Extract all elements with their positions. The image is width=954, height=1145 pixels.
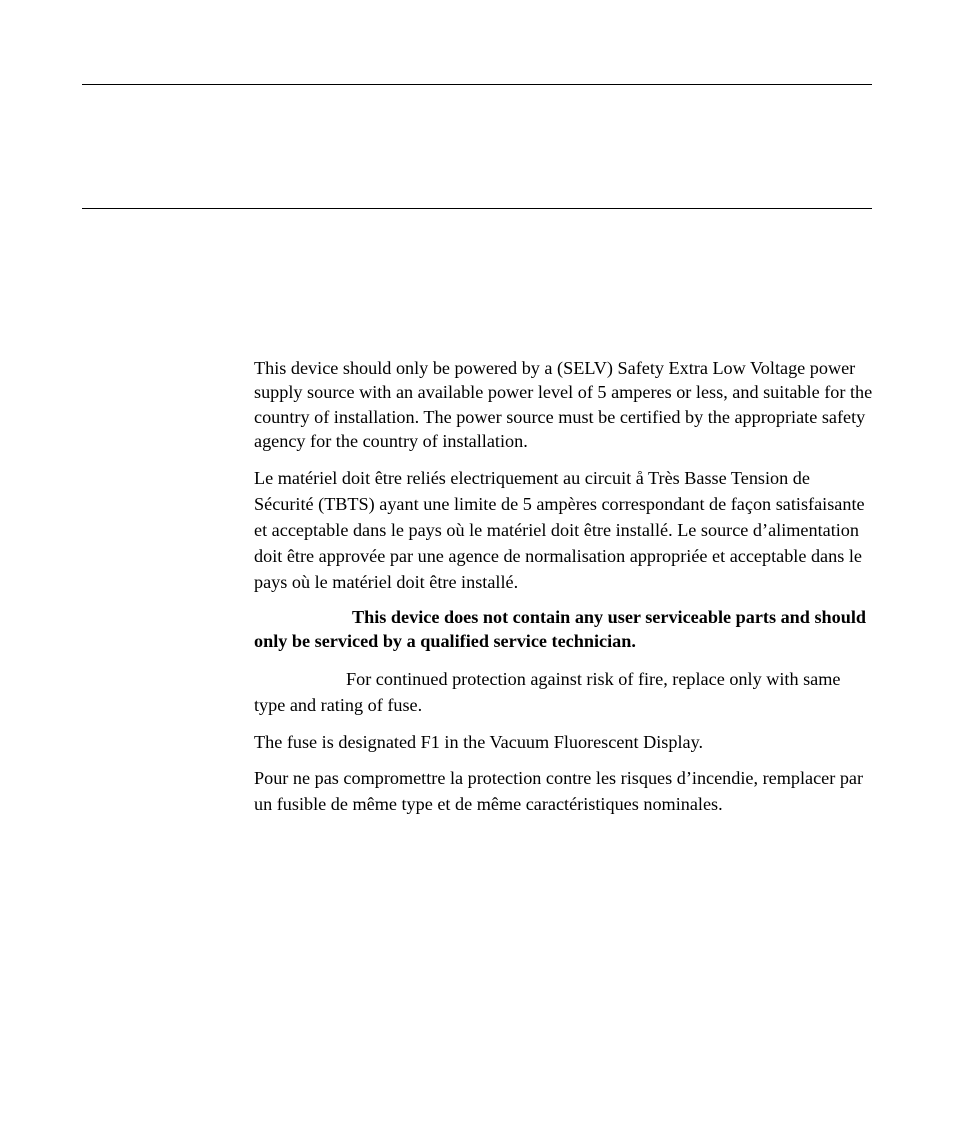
fuse-caution-fr: Pour ne pas compromettre la protection contre les risques d’incendie, remplacer par un fusible de même type et de même caractéristiques nominales. — [254, 768, 864, 815]
header-rule-bottom — [82, 208, 872, 209]
selv-power-notice-en: This device should only be powered by a (SELV) Safety Extra Low Voltage power supply source with an available power level of 5 amperes or less, and suitable for the country of installation. The power source must be certified by the appropriate safety agency for the country of installation. — [254, 358, 873, 451]
safety-notice-section — [254, 356, 874, 817]
header-rule-top — [82, 84, 872, 85]
selv-power-notice-fr: Le matériel doit être reliés electriquement au circuit å Très Basse Tension de Sécurité (TBTS) ayant une limite de 5 ampères correspondant de façon satisfaisante et acceptable dans le pays où le matériel doit être installé. Le source d’alimentation doit être approvée par une agence de normalisation appropriée et acceptable dans le pays où le matériel doit être installé. — [254, 468, 865, 593]
fuse-caution-en: For continued protection against risk of fire, replace only with same type and rating of fuse. — [254, 668, 841, 715]
fuse-designation: The fuse is designated F1 in the Vacuum Fluorescent Display. — [254, 731, 704, 752]
service-warning: This device does not contain any user serviceable parts and should only be serviced by a qualified service technician. — [254, 607, 867, 652]
